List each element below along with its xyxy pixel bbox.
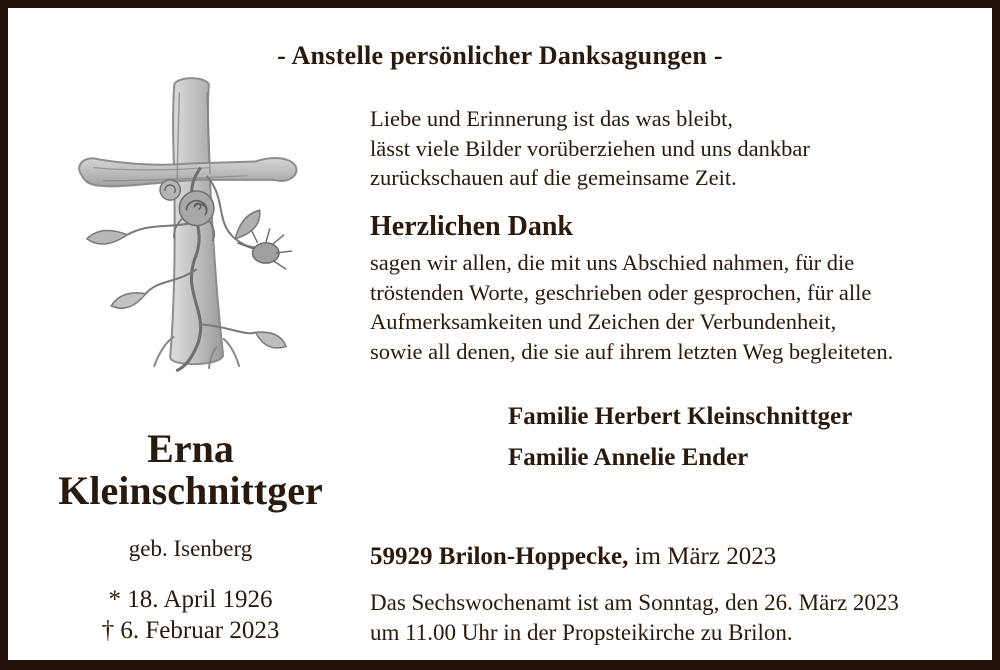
deceased-block (8, 428, 373, 646)
notice-header: - Anstelle persönlicher Danksagungen - (277, 41, 723, 70)
location-date-line (370, 543, 776, 571)
remembrance-verse (370, 104, 810, 193)
thanks-line: Aufmerksamkeiten und Zeichen der Verbundenheit, (370, 309, 837, 334)
service-announcement (370, 588, 899, 648)
verse-line: Liebe und Erinnerung ist das was bleibt, (370, 106, 734, 131)
rose-bud (160, 180, 180, 200)
thanks-line: tröstenden Worte, geschrieben oder gesprochen, für alle (370, 279, 872, 305)
leaf (235, 210, 260, 238)
maiden-name: geb. Isenberg (128, 536, 253, 561)
leaf (111, 293, 146, 308)
location-month: im März 2023 (634, 543, 777, 570)
family-signature: Familie Annelie Ender (508, 444, 749, 471)
location-name: 59929 Brilon-Hoppecke, (370, 543, 629, 570)
family-signature: Familie Herbert Kleinschnittger (508, 403, 853, 430)
birth-date: * 18. April 1926 (108, 586, 273, 613)
thanks-line: sowie all denen, die sie auf ihrem letzten Weg begleiteten. (370, 338, 894, 364)
leaf (87, 230, 128, 244)
deceased-first-name: Erna (147, 426, 234, 471)
family-signatures (508, 396, 852, 478)
life-dates (8, 584, 373, 646)
leaf (256, 332, 287, 348)
cross-illustration (56, 70, 321, 375)
service-line: um 11.00 Uhr in der Propsteikirche zu Brilon. (370, 620, 793, 645)
deceased-last-name: Kleinschnittger (58, 468, 323, 513)
verse-line: zurückschauen auf die gemeinsame Zeit. (370, 165, 737, 190)
death-date: † 6. Februar 2023 (101, 617, 280, 644)
thanks-heading: Herzlichen Dank (370, 211, 573, 242)
thanks-line: sagen wir allen, die mit uns Abschied nahmen, für die (370, 250, 855, 275)
verse-line: lässt viele Bilder vorüberziehen und uns dankbar (370, 135, 810, 161)
service-line: Das Sechswochenamt ist am Sonntag, den 26. März 2023 (370, 590, 899, 615)
thanks-paragraph (370, 248, 893, 366)
